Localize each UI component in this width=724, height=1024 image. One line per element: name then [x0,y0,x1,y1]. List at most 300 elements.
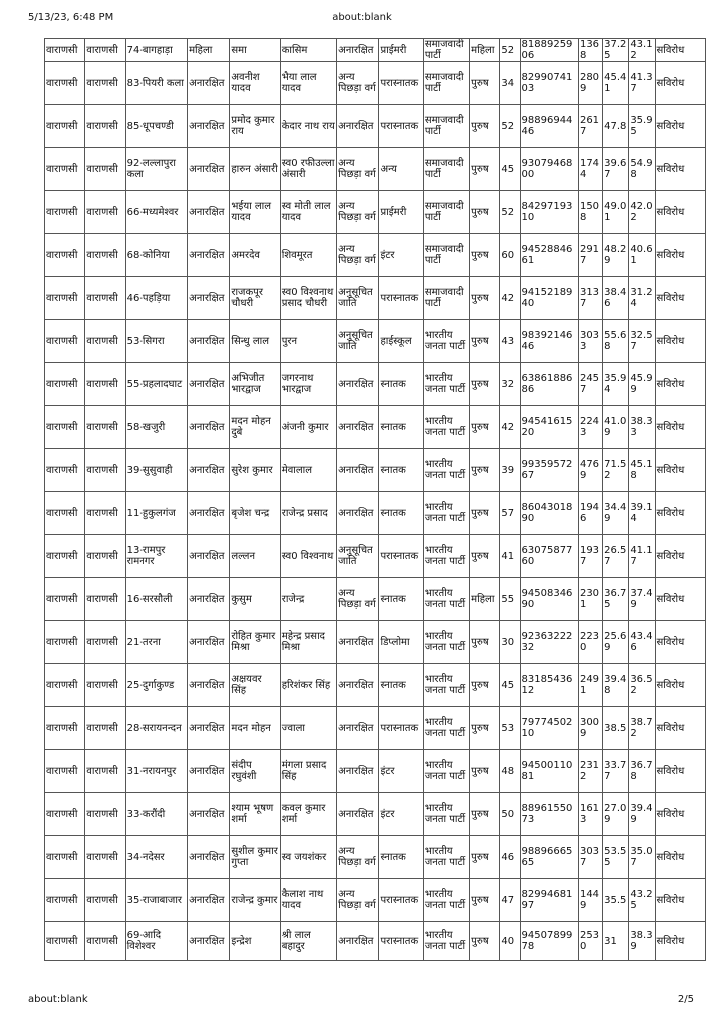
cell-reservation: महिला [188,39,230,62]
cell-district: वाराणसी [45,449,85,492]
cell-status: सविरोध [655,234,706,277]
cell-gender: महिला [470,39,500,62]
cell-father-name: जगरनाथ भारद्वाज [280,363,336,406]
cell-education: स्नातक [379,492,423,535]
cell-father-name: अंजनी कुमार [280,406,336,449]
cell-category: अनारक्षित [337,406,379,449]
cell-mobile: 9415218940 [520,277,578,320]
table-row [45,535,706,578]
cell-candidate-name: अमरदेव [230,234,280,277]
cell-party: भारतीय जनता पार्टी [423,535,469,578]
cell-category: अनारक्षित [337,621,379,664]
cell-gender: पुरुष [470,320,500,363]
cell-party: भारतीय जनता पार्टी [423,707,469,750]
cell-candidate-name: भईया लाल यादव [230,191,280,234]
cell-reservation: अनारक्षित [188,879,230,922]
cell-mobile: 8318543612 [520,664,578,707]
cell-district: वाराणसी [45,62,85,105]
cell-candidate-name: अवनीश यादव [230,62,280,105]
cell-vote-percent: 26.57 [603,535,629,578]
cell-reservation: अनारक्षित [188,707,230,750]
cell-block: वाराणसी [85,277,125,320]
cell-status: सविरोध [655,449,706,492]
cell-category: अनुसूचित जाति [337,277,379,320]
cell-education: स्नातक [379,363,423,406]
cell-education: स्नातक [379,664,423,707]
cell-status: सविरोध [655,39,706,62]
cell-education: परास्नातक [379,105,423,148]
cell-reservation: अनारक्षित [188,449,230,492]
cell-gender: पुरुष [470,234,500,277]
cell-district: वाराणसी [45,148,85,191]
cell-party: समाजवादी पार्टी [423,277,469,320]
cell-education: स्नातक [379,406,423,449]
cell-party: भारतीय जनता पार्टी [423,492,469,535]
cell-block: वाराणसी [85,535,125,578]
print-page-number: 2/5 [677,994,694,1005]
cell-father-name: हरिशंकर सिंह [280,664,336,707]
cell-mobile: 9450789978 [520,922,578,961]
cell-father-name: कैलाश नाथ यादव [280,879,336,922]
cell-age: 52 [500,39,520,62]
cell-ward: 92-लल्लापुरा कला [125,148,187,191]
cell-margin-percent: 45.99 [629,363,655,406]
cell-mobile: 8604301890 [520,492,578,535]
cell-father-name: मंगला प्रसाद सिंह [280,750,336,793]
table-row [45,406,706,449]
cell-category: अनारक्षित [337,793,379,836]
cell-party: भारतीय जनता पार्टी [423,320,469,363]
cell-margin-percent: 45.18 [629,449,655,492]
cell-party: भारतीय जनता पार्टी [423,879,469,922]
cell-vote-percent: 53.55 [603,836,629,879]
cell-ward: 35-राजाबाजार [125,879,187,922]
cell-reservation: अनारक्षित [188,750,230,793]
cell-category: अन्य पिछड़ा वर्ग [337,191,379,234]
cell-mobile: 9454161520 [520,406,578,449]
cell-vote-percent: 39.67 [603,148,629,191]
cell-vote-percent: 48.29 [603,234,629,277]
cell-district: वाराणसी [45,922,85,961]
cell-margin-percent: 41.17 [629,535,655,578]
cell-district: वाराणसी [45,836,85,879]
cell-block: वाराणसी [85,664,125,707]
cell-vote-percent: 41.09 [603,406,629,449]
cell-block: वाराणसी [85,492,125,535]
cell-vote-percent: 27.09 [603,793,629,836]
cell-party: भारतीय जनता पार्टी [423,621,469,664]
cell-ward: 31-नरायनपुर [125,750,187,793]
cell-education: स्नातक [379,578,423,621]
cell-candidate-name: कुसुम [230,578,280,621]
cell-education: परास्नातक [379,277,423,320]
cell-gender: पुरुष [470,750,500,793]
cell-vote-percent: 71.52 [603,449,629,492]
cell-district: वाराणसी [45,320,85,363]
cell-block: वाराणसी [85,363,125,406]
print-footer-url: about:blank [28,994,88,1005]
cell-reservation: अनारक्षित [188,148,230,191]
cell-status: सविरोध [655,578,706,621]
cell-candidate-name: सुशील कुमार गुप्ता [230,836,280,879]
cell-education: प्राईमरी [379,191,423,234]
cell-candidate-name: अभिजीत भारद्वाज [230,363,280,406]
cell-reservation: अनारक्षित [188,621,230,664]
print-datetime: 5/13/23, 6:48 PM [28,12,114,23]
cell-ward: 68-कोनिया [125,234,187,277]
cell-candidate-name: प्रमोद कुमार राय [230,105,280,148]
cell-category: अनारक्षित [337,922,379,961]
cell-age: 60 [500,234,520,277]
cell-ward: 55-प्रहलादघाट [125,363,187,406]
table-row [45,320,706,363]
cell-education: इंटर [379,750,423,793]
cell-mobile: 8299468197 [520,879,578,922]
cell-category: अन्य पिछड़ा वर्ग [337,234,379,277]
cell-gender: पुरुष [470,62,500,105]
cell-father-name: स्व0 रफीउल्ला अंसारी [280,148,336,191]
cell-category: अनारक्षित [337,750,379,793]
cell-mobile: 9889694446 [520,105,578,148]
cell-age: 52 [500,191,520,234]
cell-mobile: 9889666565 [520,836,578,879]
cell-age: 53 [500,707,520,750]
cell-father-name: केदार नाथ राय [280,105,336,148]
cell-margin-percent: 40.61 [629,234,655,277]
cell-mobile: 6386188686 [520,363,578,406]
cell-mobile: 8299074103 [520,62,578,105]
cell-party: भारतीय जनता पार्टी [423,363,469,406]
cell-category: अनारक्षित [337,39,379,62]
cell-age: 55 [500,578,520,621]
cell-candidate-name: समा [230,39,280,62]
cell-status: सविरोध [655,922,706,961]
cell-votes: 3009 [578,707,602,750]
cell-status: सविरोध [655,105,706,148]
cell-vote-percent: 47.8 [603,105,629,148]
cell-category: अन्य पिछड़ा वर्ग [337,148,379,191]
cell-age: 50 [500,793,520,836]
cell-votes: 2530 [578,922,602,961]
cell-category: अनारक्षित [337,664,379,707]
cell-status: सविरोध [655,363,706,406]
cell-gender: पुरुष [470,105,500,148]
cell-education: परास्नातक [379,535,423,578]
cell-reservation: अनारक्षित [188,277,230,320]
cell-margin-percent: 36.78 [629,750,655,793]
cell-mobile: 8188925906 [520,39,578,62]
cell-reservation: अनारक्षित [188,535,230,578]
cell-party: समाजवादी पार्टी [423,191,469,234]
cell-block: वाराणसी [85,320,125,363]
cell-father-name: भैया लाल यादव [280,62,336,105]
cell-age: 39 [500,449,520,492]
cell-margin-percent: 37.49 [629,578,655,621]
cell-gender: पुरुष [470,191,500,234]
cell-gender: पुरुष [470,664,500,707]
cell-district: वाराणसी [45,492,85,535]
cell-gender: पुरुष [470,363,500,406]
cell-margin-percent: 43.46 [629,621,655,664]
cell-mobile: 9450011081 [520,750,578,793]
cell-reservation: अनारक्षित [188,492,230,535]
cell-district: वाराणसी [45,406,85,449]
cell-district: वाराणसी [45,535,85,578]
cell-gender: पुरुष [470,406,500,449]
cell-block: वाराणसी [85,62,125,105]
table-row [45,879,706,922]
cell-candidate-name: मदन मोहन दुबे [230,406,280,449]
cell-mobile: 9236322232 [520,621,578,664]
cell-father-name: शिवमूरत [280,234,336,277]
cell-ward: 69-आदि विशेश्वर [125,922,187,961]
cell-block: वाराणसी [85,406,125,449]
cell-margin-percent: 35.95 [629,105,655,148]
cell-votes: 1946 [578,492,602,535]
cell-mobile: 9839214646 [520,320,578,363]
cell-candidate-name: राजेन्द्र कुमार [230,879,280,922]
cell-education: डिप्लोमा [379,621,423,664]
cell-ward: 16-सरसौली [125,578,187,621]
cell-reservation: अनारक्षित [188,793,230,836]
cell-block: वाराणसी [85,621,125,664]
cell-votes: 1613 [578,793,602,836]
table-row [45,105,706,148]
cell-margin-percent: 38.72 [629,707,655,750]
cell-father-name: मेवालाल [280,449,336,492]
cell-votes: 1937 [578,535,602,578]
cell-votes: 4769 [578,449,602,492]
cell-margin-percent: 54.98 [629,148,655,191]
cell-education: अन्य [379,148,423,191]
cell-category: अन्य पिछड़ा वर्ग [337,879,379,922]
cell-party: समाजवादी पार्टी [423,62,469,105]
cell-candidate-name: राजकपूर चौधरी [230,277,280,320]
cell-district: वाराणसी [45,191,85,234]
table-row [45,191,706,234]
cell-candidate-name: बृजेश चन्द्र [230,492,280,535]
cell-gender: पुरुष [470,535,500,578]
cell-votes: 2617 [578,105,602,148]
cell-reservation: अनारक्षित [188,922,230,961]
cell-age: 45 [500,148,520,191]
cell-education: प्राईमरी [379,39,423,62]
cell-category: अन्य पिछड़ा वर्ग [337,836,379,879]
cell-party: भारतीय जनता पार्टी [423,836,469,879]
cell-category: अनुसूचित जाति [337,535,379,578]
cell-ward: 34-नदेसर [125,836,187,879]
cell-block: वाराणसी [85,105,125,148]
cell-education: परास्नातक [379,879,423,922]
cell-status: सविरोध [655,621,706,664]
cell-father-name: महेन्द्र प्रसाद मिश्रा [280,621,336,664]
cell-gender: पुरुष [470,707,500,750]
cell-status: सविरोध [655,320,706,363]
cell-votes: 3137 [578,277,602,320]
table-row [45,750,706,793]
cell-party: समाजवादी पार्टी [423,105,469,148]
cell-votes: 2312 [578,750,602,793]
cell-ward: 85-धूपचण्डी [125,105,187,148]
table-row [45,492,706,535]
cell-block: वाराणसी [85,750,125,793]
cell-father-name: श्री लाल बहादुर [280,922,336,961]
cell-age: 57 [500,492,520,535]
cell-party: भारतीय जनता पार्टी [423,922,469,961]
cell-ward: 25-दुर्गाकुण्ड [125,664,187,707]
cell-district: वाराणसी [45,578,85,621]
cell-votes: 2917 [578,234,602,277]
cell-party: समाजवादी पार्टी [423,39,469,62]
cell-district: वाराणसी [45,234,85,277]
cell-votes: 3037 [578,836,602,879]
table-row [45,707,706,750]
cell-party: भारतीय जनता पार्टी [423,406,469,449]
cell-status: सविरोध [655,191,706,234]
table-row [45,836,706,879]
cell-father-name: राजेन्द्र प्रसाद [280,492,336,535]
cell-party: भारतीय जनता पार्टी [423,664,469,707]
cell-age: 48 [500,750,520,793]
cell-party: भारतीय जनता पार्टी [423,793,469,836]
cell-gender: पुरुष [470,449,500,492]
cell-mobile: 9935957267 [520,449,578,492]
cell-reservation: अनारक्षित [188,363,230,406]
cell-category: अनारक्षित [337,105,379,148]
cell-ward: 33-करौंदी [125,793,187,836]
cell-votes: 1508 [578,191,602,234]
cell-category: अनुसूचित जाति [337,320,379,363]
table-row [45,621,706,664]
cell-age: 47 [500,879,520,922]
cell-category: अन्य पिछड़ा वर्ग [337,62,379,105]
cell-gender: पुरुष [470,148,500,191]
cell-age: 42 [500,277,520,320]
cell-category: अन्य पिछड़ा वर्ग [337,578,379,621]
cell-ward: 11-हुकुलगंज [125,492,187,535]
cell-age: 42 [500,406,520,449]
cell-vote-percent: 37.25 [603,39,629,62]
table-row [45,234,706,277]
cell-block: वाराणसी [85,39,125,62]
cell-candidate-name: सुरेश कुमार [230,449,280,492]
cell-education: परास्नातक [379,62,423,105]
cell-status: सविरोध [655,707,706,750]
cell-margin-percent: 43.25 [629,879,655,922]
cell-status: सविरोध [655,277,706,320]
cell-votes: 1449 [578,879,602,922]
cell-party: समाजवादी पार्टी [423,234,469,277]
cell-category: अनारक्षित [337,363,379,406]
cell-education: इंटर [379,234,423,277]
cell-mobile: 9450834690 [520,578,578,621]
cell-district: वाराणसी [45,707,85,750]
cell-age: 46 [500,836,520,879]
cell-age: 52 [500,105,520,148]
cell-education: हाईस्कूल [379,320,423,363]
cell-ward: 28-सरायनन्दन [125,707,187,750]
cell-block: वाराणसी [85,148,125,191]
cell-gender: पुरुष [470,879,500,922]
cell-party: भारतीय जनता पार्टी [423,750,469,793]
table-row [45,277,706,320]
cell-block: वाराणसी [85,234,125,277]
cell-father-name: ज्वाला [280,707,336,750]
cell-block: वाराणसी [85,922,125,961]
cell-votes: 2230 [578,621,602,664]
cell-status: सविरोध [655,535,706,578]
cell-ward: 13-रामपुर रामनगर [125,535,187,578]
cell-district: वाराणसी [45,879,85,922]
cell-vote-percent: 45.41 [603,62,629,105]
cell-reservation: अनारक्षित [188,664,230,707]
cell-status: सविरोध [655,879,706,922]
cell-vote-percent: 25.69 [603,621,629,664]
cell-age: 40 [500,922,520,961]
cell-vote-percent: 38.46 [603,277,629,320]
cell-gender: पुरुष [470,922,500,961]
cell-block: वाराणसी [85,793,125,836]
cell-category: अनारक्षित [337,492,379,535]
cell-reservation: अनारक्षित [188,406,230,449]
cell-margin-percent: 38.33 [629,406,655,449]
cell-margin-percent: 39.14 [629,492,655,535]
cell-district: वाराणसी [45,621,85,664]
cell-education: स्नातक [379,836,423,879]
print-page-title: about:blank [332,12,392,23]
cell-votes: 1368 [578,39,602,62]
cell-mobile: 7977450210 [520,707,578,750]
cell-votes: 1744 [578,148,602,191]
cell-mobile: 9307946800 [520,148,578,191]
cell-reservation: अनारक्षित [188,320,230,363]
cell-status: सविरोध [655,750,706,793]
table-row [45,922,706,961]
cell-age: 32 [500,363,520,406]
cell-ward: 39-सुसुवाही [125,449,187,492]
cell-father-name: स्व0 विश्वनाथ प्रसाद चौधरी [280,277,336,320]
cell-margin-percent: 43.12 [629,39,655,62]
cell-margin-percent: 39.49 [629,793,655,836]
cell-candidate-name: श्याम भूषण शर्मा [230,793,280,836]
cell-mobile: 8896155073 [520,793,578,836]
cell-district: वाराणसी [45,277,85,320]
cell-candidate-name: हारुन अंसारी [230,148,280,191]
cell-vote-percent: 55.68 [603,320,629,363]
cell-votes: 2809 [578,62,602,105]
cell-father-name: कवल कुमार शर्मा [280,793,336,836]
cell-district: वाराणसी [45,363,85,406]
table-row [45,664,706,707]
cell-vote-percent: 35.94 [603,363,629,406]
cell-ward: 21-तरना [125,621,187,664]
table-row [45,793,706,836]
cell-father-name: स्व0 विश्वनाथ [280,535,336,578]
cell-father-name: पुरन [280,320,336,363]
cell-father-name: स्व जयशंकर [280,836,336,879]
cell-votes: 2491 [578,664,602,707]
cell-reservation: अनारक्षित [188,62,230,105]
cell-candidate-name: सिन्धु लाल [230,320,280,363]
cell-vote-percent: 33.77 [603,750,629,793]
cell-district: वाराणसी [45,39,85,62]
cell-block: वाराणसी [85,707,125,750]
cell-vote-percent: 38.5 [603,707,629,750]
cell-vote-percent: 49.01 [603,191,629,234]
cell-ward: 58-खजुरी [125,406,187,449]
cell-ward: 53-सिगरा [125,320,187,363]
cell-party: समाजवादी पार्टी [423,148,469,191]
